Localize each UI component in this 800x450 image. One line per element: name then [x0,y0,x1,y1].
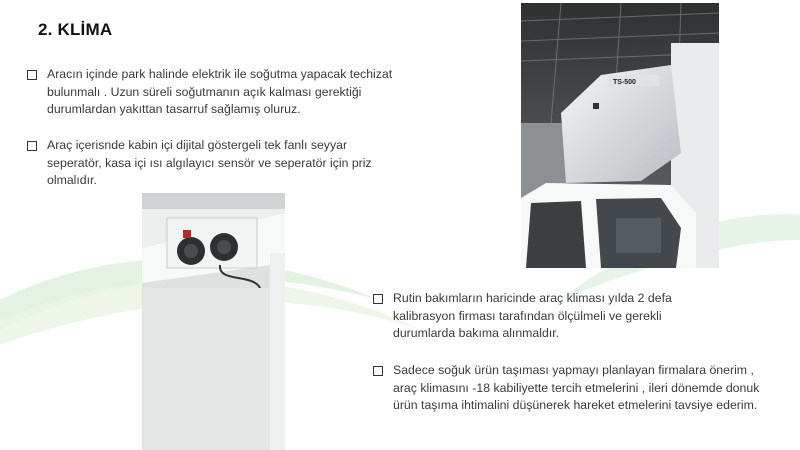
checkbox-bullet-icon [373,294,383,304]
bullet-1 [27,66,397,119]
photo-interior-evaporator [142,193,285,450]
slide-title: 2. KLİMA [38,20,113,39]
checkbox-bullet-icon [27,70,37,80]
bullet-2 [27,137,395,190]
unit-model-label: TS-500 [613,79,636,86]
photo-truck-refrigeration-unit [521,3,719,268]
bullet-2-text: Araç içerisnde kabin içi dijital göstergeli tek fanlı seyyar seperatör, kasa içi ısı algılayıcı sensör ve seperatör için priz olmalıdır. [47,138,372,187]
bullet-4 [373,362,773,415]
checkbox-bullet-icon [373,366,383,376]
checkbox-bullet-icon [27,141,37,151]
bullet-3 [373,290,703,343]
bullet-1-text: Aracın içinde park halinde elektrik ile soğutma yapacak techizat bulunmalı . Uzun süreli soğutmanın açık kalması gerektiği durumlardan yakıttan tasarruf sağlamış oluruz. [47,67,393,116]
bullet-3-text: Rutin bakımların haricinde araç kliması yılda 2 defa kalibrasyon firması tarafından ölçülmeli ve gerekli durumlarda bakıma alınmaldır. [393,291,672,340]
bullet-4-text: Sadece soğuk ürün taşıması yapmayı planlayan firmalara önerim , araç klimasını -18 kabiliyette tercih etmelerini , ileri dönemde donuk ürün taşıma ihtimalini düşünerek hareket etmelerini tavsiye ederim. [393,363,760,412]
